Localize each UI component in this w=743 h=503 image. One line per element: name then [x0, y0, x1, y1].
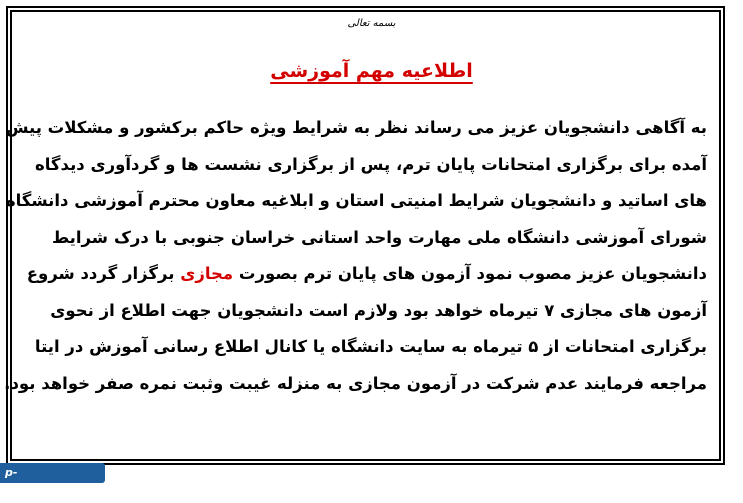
site-watermark: p-ferdows.nus.ac.ir	[0, 463, 105, 483]
announcement-title	[0, 60, 743, 82]
invocation-header: بسمه تعالی	[347, 18, 396, 29]
body-line-5-before: دانشجویان عزیز مصوب نمود آزمون های پایان ترم بصورت	[233, 264, 707, 283]
body-line-2: آمده برای برگزاری امتحانات پایان ترم، پس از برگزاری نشست ها و گردآوری دیدگاه	[35, 154, 707, 174]
announcement-body	[4, 110, 707, 402]
body-line-7: برگزاری امتحانات از ۵ تیرماه به سایت دانشگاه یا کانال اطلاع رسانی آموزش در ایتا	[34, 337, 707, 356]
body-line-6: آزمون های مجازی ۷ تیرماه خواهد بود ولازم است دانشجویان جهت اطلاع از نحوی	[50, 300, 707, 320]
body-line-3: های اساتید و دانشجویان شرایط امنیتی استان و ابلاغیه معاون محترم آموزشی دانشگاه	[5, 191, 707, 210]
body-line-4: شورای آموزشی دانشگاه ملی مهارت واحد استانی خراسان جنوبی با درک شرایط	[52, 227, 707, 247]
announcement-title-text: اطلاعیه مهم آموزشی	[270, 60, 473, 82]
body-line-8: مراجعه فرمایند عدم شرکت در آزمون مجازی به منزله غیبت وثبت نمره صفر خواهد بود.	[4, 373, 707, 393]
body-line-1: به آگاهی دانشجویان عزیز می رساند نظر به شرایط ویژه حاکم برکشور و مشکلات پیش	[5, 118, 707, 137]
body-line-5-after: برگزار گردد شروع	[26, 264, 181, 283]
body-line-5	[26, 256, 707, 293]
body-line-5-highlight: مجازی	[180, 264, 234, 283]
